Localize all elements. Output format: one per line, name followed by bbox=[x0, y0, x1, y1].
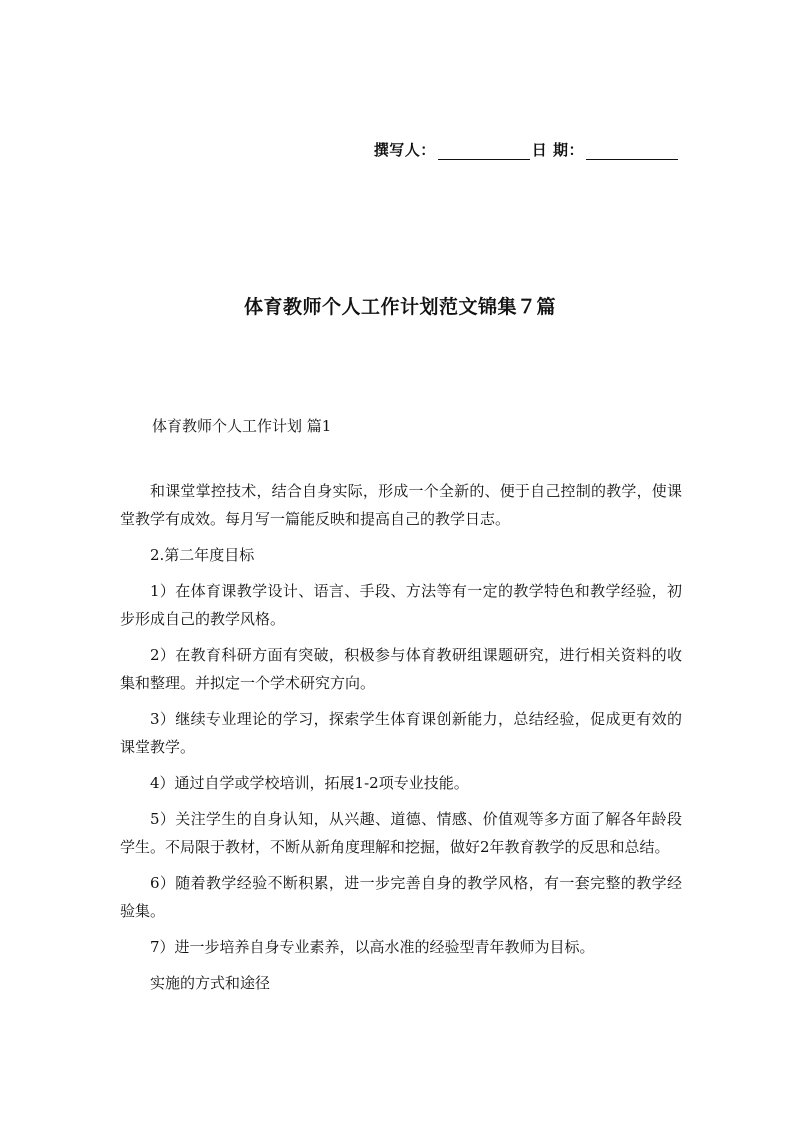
author-blank bbox=[438, 143, 530, 160]
author-label: 撰写人： bbox=[373, 141, 436, 159]
author-date-line bbox=[374, 139, 680, 160]
date-blank bbox=[586, 143, 678, 160]
paragraph: 6）随着教学经验不断积累，进一步完善自身的教学风格，有一套完整的教学经验集。 bbox=[120, 874, 682, 920]
section-heading: 体育教师个人工作计划 篇1 bbox=[152, 417, 332, 435]
date-label: 日 期： bbox=[531, 141, 584, 159]
paragraph: 7）进一步培养自身专业素养，以高水准的经验型青年教师为目标。 bbox=[150, 938, 595, 956]
document-title: 体育教师个人工作计划范文锦集７篇 bbox=[243, 296, 556, 318]
paragraph: 5）关注学生的自身认知，从兴趣、道德、情感、价值观等多方面了解各年龄段学生。不局限于教材，不断从新角度理解和挖掘，做好2年教育教学的反思和总结。 bbox=[120, 810, 682, 856]
paragraph: 2.第二年度目标 bbox=[150, 546, 255, 564]
paragraph: 1）在体育课教学设计、语言、手段、方法等有一定的教学特色和教学经验，初步形成自己的教学风格。 bbox=[120, 582, 682, 628]
paragraph: 实施的方式和途径 bbox=[150, 974, 271, 992]
body-text bbox=[120, 477, 682, 1005]
paragraph: 和课堂掌控技术，结合自身实际，形成一个全新的、便于自己控制的教学，使课堂教学有成效。每月写一篇能反映和提高自己的教学日志。 bbox=[120, 482, 682, 528]
paragraph: 3）继续专业理论的学习，探索学生体育课创新能力，总结经验，促成更有效的课堂教学。 bbox=[120, 710, 682, 756]
paragraph: 2）在教育科研方面有突破，积极参与体育教研组课题研究，进行相关资料的收集和整理。并拟定一个学术研究方向。 bbox=[120, 646, 682, 692]
paragraph: 4）通过自学或学校培训，拓展1-2项专业技能。 bbox=[150, 774, 469, 792]
